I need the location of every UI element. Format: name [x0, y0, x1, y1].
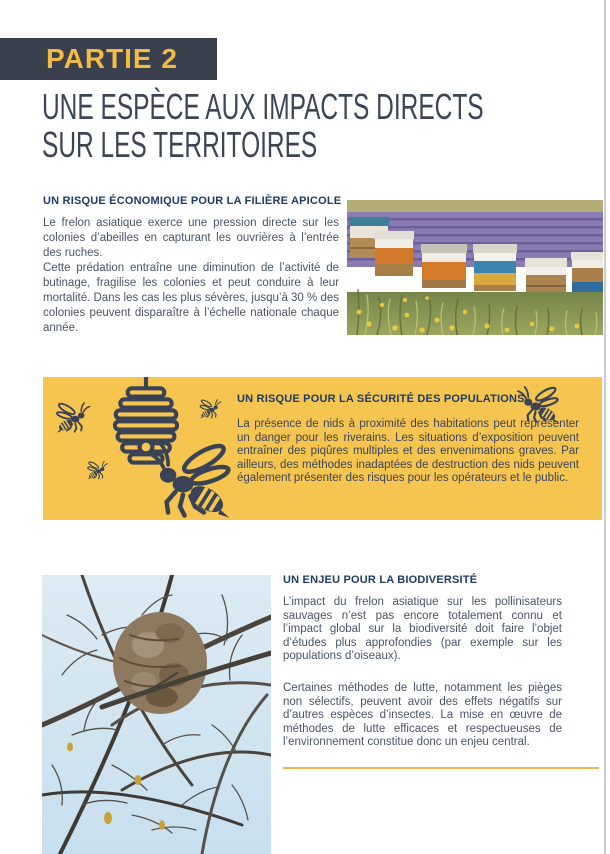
hornet-nest-photo: [42, 575, 271, 854]
hornet-icon: [86, 460, 110, 480]
part-label: PARTIE 2: [46, 43, 178, 74]
paragraph-apicole-2: Cette prédation entraîne une diminution de l’activité de butinage, fragilise les colonies et peut conduire à leur mortalité. Dans les cas les plus sévères, jusqu’à 30 % des colonies peuvent disparaître à l’échelle nationale chaque année.: [43, 262, 339, 334]
apiary-lavender-photo: [347, 200, 603, 335]
page-title-line2: SUR LES TERRITOIRES: [42, 124, 318, 165]
page-title-line1: UNE ESPÈCE AUX IMPACTS DIRECTS: [42, 86, 484, 127]
paragraph-securite: La présence de nids à proximité des habitations peut représenter un danger pour les riverains. Les situations d’exposition peuvent entraîner des piqûres multiples et des envenimations graves. Par ailleurs, des méthodes inadaptées de destruction des nids peuvent également présenter des risques pour les opérateurs et le public.: [237, 418, 579, 485]
hornet-icon: [140, 438, 232, 520]
hornet-icon: [56, 400, 92, 434]
part-banner: [0, 38, 217, 80]
section-heading-securite: UN RISQUE POUR LA SÉCURITÉ DES POPULATIONS: [237, 393, 525, 405]
paragraph-biodiversite-1: L’impact du frelon asiatique sur les pollinisateurs sauvages n’est pas encore totalement connu et l’impact global sur la biodiversité doit faire l’objet d’études plus approfondies (par exemple sur les populations d’oiseaux).: [283, 596, 562, 662]
paragraph-biodiversite-2: Certaines méthodes de lutte, notamment les pièges non sélectifs, peuvent avoir des effets négatifs sur d’autres espèces d’insectes. La mise en œuvre de méthodes de lutte efficaces et respectueuses de l’environnement constitue donc un enjeu central.: [283, 682, 562, 748]
paragraph-apicole-1: Le frelon asiatique exerce une pression directe sur les colonies d’abeilles en capturant les ouvrières à l’entrée des ruches.: [43, 217, 339, 259]
page-title: [42, 88, 484, 164]
section-heading-apicole: UN RISQUE ÉCONOMIQUE POUR LA FILIÈRE APICOLE: [43, 195, 342, 207]
page-edge-line: [604, 0, 606, 854]
section-body-apicole: [43, 216, 339, 336]
hornet-icon: [515, 384, 559, 424]
yellow-divider-line: [283, 767, 599, 769]
hornet-icon: [199, 398, 223, 419]
section-heading-biodiversite: UN ENJEU POUR LA BIODIVERSITÉ: [283, 574, 478, 586]
